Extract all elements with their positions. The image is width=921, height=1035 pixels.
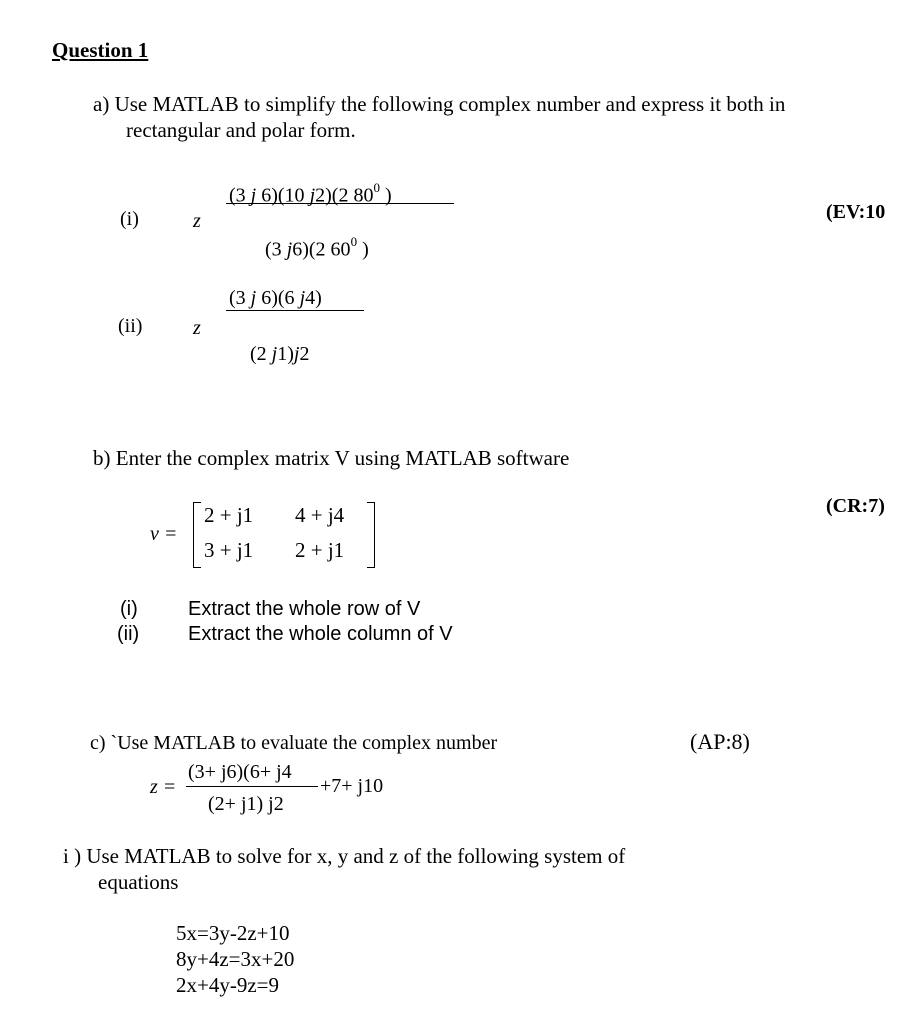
part-a-text-line2: rectangular and polar form. xyxy=(126,118,356,142)
part-b-mark: (CR:7) xyxy=(826,495,885,517)
part-c-text: c) `Use MATLAB to evaluate the complex number xyxy=(90,732,498,754)
part-a-item1-numerator: (3 j 6)(10 j2)(2 $80^0$ ) xyxy=(229,180,392,207)
part-b-item1-label: (i) xyxy=(120,598,138,620)
matrix-cell-r2c1: 3 + j1 xyxy=(204,538,254,562)
part-b-item1-text: Extract the whole row of V xyxy=(188,598,421,620)
equation-1: 5x=3y-2z+10 xyxy=(176,921,290,945)
part-i-text-line1: i ) Use MATLAB to solve for x, y and z of the following system of xyxy=(63,844,626,868)
part-a-item1-label: (i) xyxy=(120,208,139,230)
equation-3: 2x+4y-9z=9 xyxy=(176,973,280,997)
matrix-right-bracket xyxy=(367,502,375,568)
matrix-var: v = xyxy=(150,523,178,545)
question-title: Question 1 xyxy=(52,38,149,62)
matrix-cell-r2c2: 2 + j1 xyxy=(295,538,345,562)
equation-2: 8y+4z=3x+20 xyxy=(176,947,295,971)
part-a-mark: (EV:10 xyxy=(826,201,886,223)
matrix-cell-r1c1: 2 + j1 xyxy=(204,503,254,527)
matrix-left-bracket xyxy=(193,502,201,568)
part-b-text: b) Enter the complex matrix V using MATLAB software xyxy=(93,446,570,470)
part-a-item2-denominator: (2 j1)j2 xyxy=(250,343,310,365)
part-c-var: z = xyxy=(150,776,177,798)
matrix-cell-r1c2: 4 + j4 xyxy=(295,503,345,527)
part-a-item1-denominator: (3 j6)(2 $60^0$ ) xyxy=(265,234,369,261)
part-a-item1-var: z xyxy=(193,210,201,232)
part-a-item1-fraction-bar xyxy=(226,203,454,204)
part-a-item2-label: (ii) xyxy=(118,315,143,337)
part-c-fraction-bar xyxy=(186,786,318,787)
part-a-item2-var: z xyxy=(193,317,201,339)
part-a-item2-numerator: (3 j 6)(6 j4) xyxy=(229,287,322,309)
part-a-item2-fraction-bar xyxy=(226,310,364,311)
part-i-text-line2: equations xyxy=(98,870,179,894)
part-c-mark: (AP:8) xyxy=(690,729,750,754)
part-c-tail: +7+ j10 xyxy=(320,775,384,797)
part-c-numerator: (3+ j6)(6+ j4 xyxy=(188,761,292,783)
part-b-item2-label: (ii) xyxy=(117,623,140,645)
part-c-denominator: (2+ j1) j2 xyxy=(208,793,284,815)
part-b-item2-text: Extract the whole column of V xyxy=(188,623,453,645)
part-a-text-line1: a) Use MATLAB to simplify the following complex number and express it both in xyxy=(93,92,786,116)
